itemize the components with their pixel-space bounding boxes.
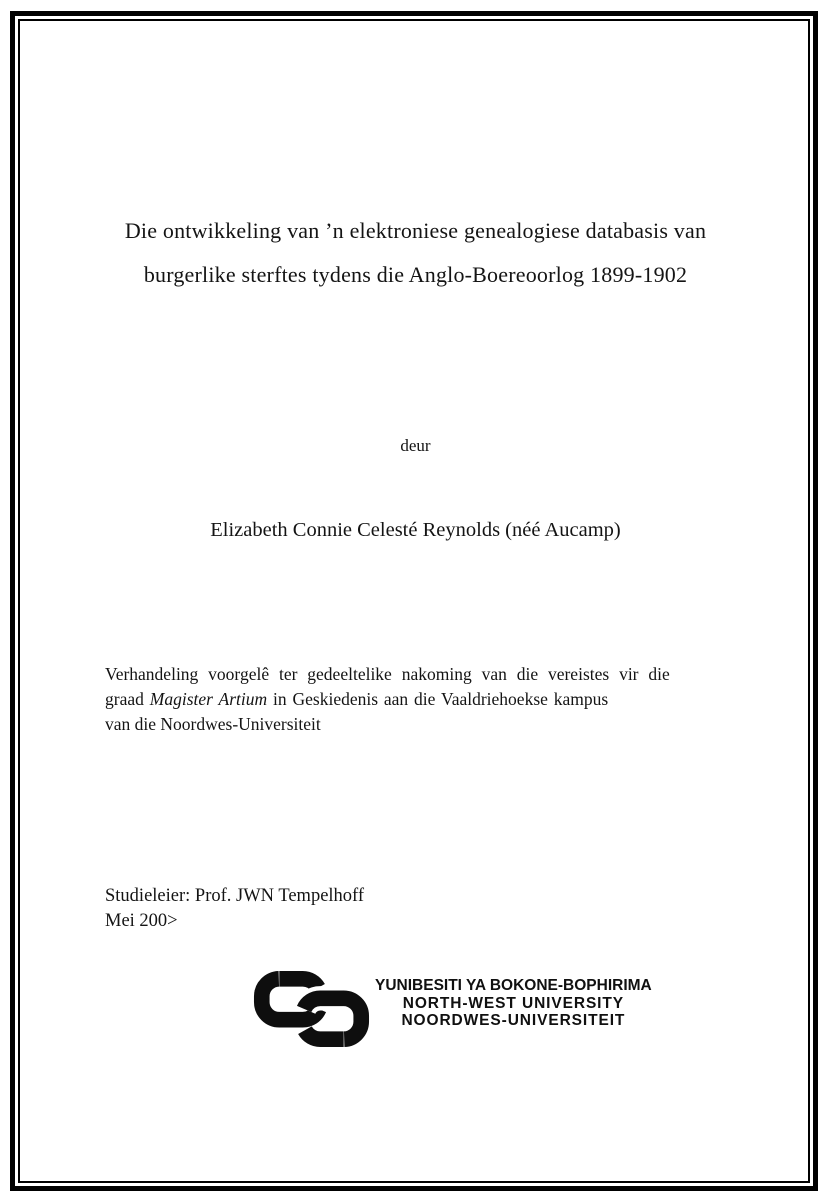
supervisor-line: Studieleier: Prof. JWN Tempelhoff xyxy=(105,886,365,906)
supervisor-block xyxy=(105,884,364,934)
submission-line-1: Verhandeling voorgelê ter gedeeltelike nakoming van die vereistes vir die xyxy=(105,664,670,684)
logo-text-afrikaans: NOORDWES-UNIVERSITEIT xyxy=(401,1012,626,1029)
logo-text-english: NORTH-WEST UNIVERSITY xyxy=(402,994,624,1012)
submission-line-2-suffix: in Geskiedenis aan die Vaaldriehoekse kampus xyxy=(267,688,609,709)
university-logo-text xyxy=(375,970,652,1030)
author-name: Elizabeth Connie Celesté Reynolds (néé Aucamp) xyxy=(210,519,621,541)
university-logo xyxy=(253,970,652,1048)
title-line-1: Die ontwikkeling van ’n elektroniese genealogiese databasis van xyxy=(124,218,707,243)
date-line: Mei 200> xyxy=(105,911,178,931)
title-line-2: burgerlike sterftes tydens die Anglo-Boereoorlog 1899-1902 xyxy=(143,262,688,287)
page-title xyxy=(0,209,831,297)
interlocked-chain-links-icon xyxy=(253,970,370,1048)
submission-statement xyxy=(105,662,747,736)
submission-line-3: van die Noordwes-Universiteit xyxy=(105,713,321,734)
degree-name: Magister Artium xyxy=(149,688,268,709)
logo-text-setswana: YUNIBESITI YA BOKONE-BOPHIRIMA xyxy=(375,977,652,994)
submission-line-2-prefix: graad xyxy=(105,688,150,709)
byline-deur: deur xyxy=(400,436,431,455)
submission-line-2 xyxy=(105,687,747,712)
